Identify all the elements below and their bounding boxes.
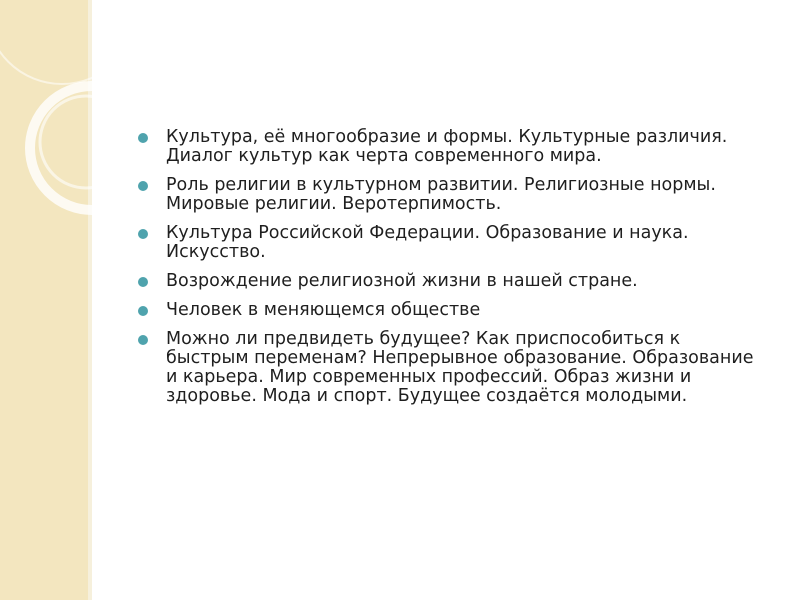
- bullet-icon: [138, 306, 148, 316]
- bullet-icon: [138, 133, 148, 143]
- bullet-item: [138, 176, 768, 214]
- slide-content: [138, 128, 768, 416]
- decorative-rings: [0, 0, 140, 600]
- bullet-icon: [138, 229, 148, 239]
- bullet-icon: [138, 277, 148, 287]
- bullet-icon: [138, 335, 148, 345]
- bullet-text: Культура, её многообразие и формы. Культурные различия. Диалог культур как черта современного мира.: [166, 127, 728, 166]
- decorative-ring-large: [0, 0, 138, 84]
- bullet-item: [138, 128, 768, 166]
- bullet-text: Возрождение религиозной жизни в нашей стране.: [166, 271, 638, 291]
- bullet-text: Человек в меняющемся обществе: [166, 300, 481, 320]
- bullet-icon: [138, 181, 148, 191]
- bullet-text: Можно ли предвидеть будущее? Как приспособиться к быстрым переменам? Непрерывное образование. Образование и карьера. Мир современных профессий. Образ жизни и здоровье. Мода и спорт. Будущее создаётся молодыми.: [166, 329, 754, 406]
- bullet-list: [138, 128, 768, 406]
- decorative-ring-medium: [30, 86, 140, 210]
- bullet-text: Роль религии в культурном развитии. Религиозные нормы. Мировые религии. Веротерпимость.: [166, 175, 716, 214]
- bullet-item: [138, 272, 768, 291]
- bullet-text: Культура Российской Федерации. Образование и наука. Искусство.: [166, 223, 689, 262]
- bullet-item: [138, 224, 768, 262]
- decorative-ring-small: [40, 96, 132, 188]
- bullet-item: [138, 301, 768, 320]
- bullet-item: [138, 330, 768, 406]
